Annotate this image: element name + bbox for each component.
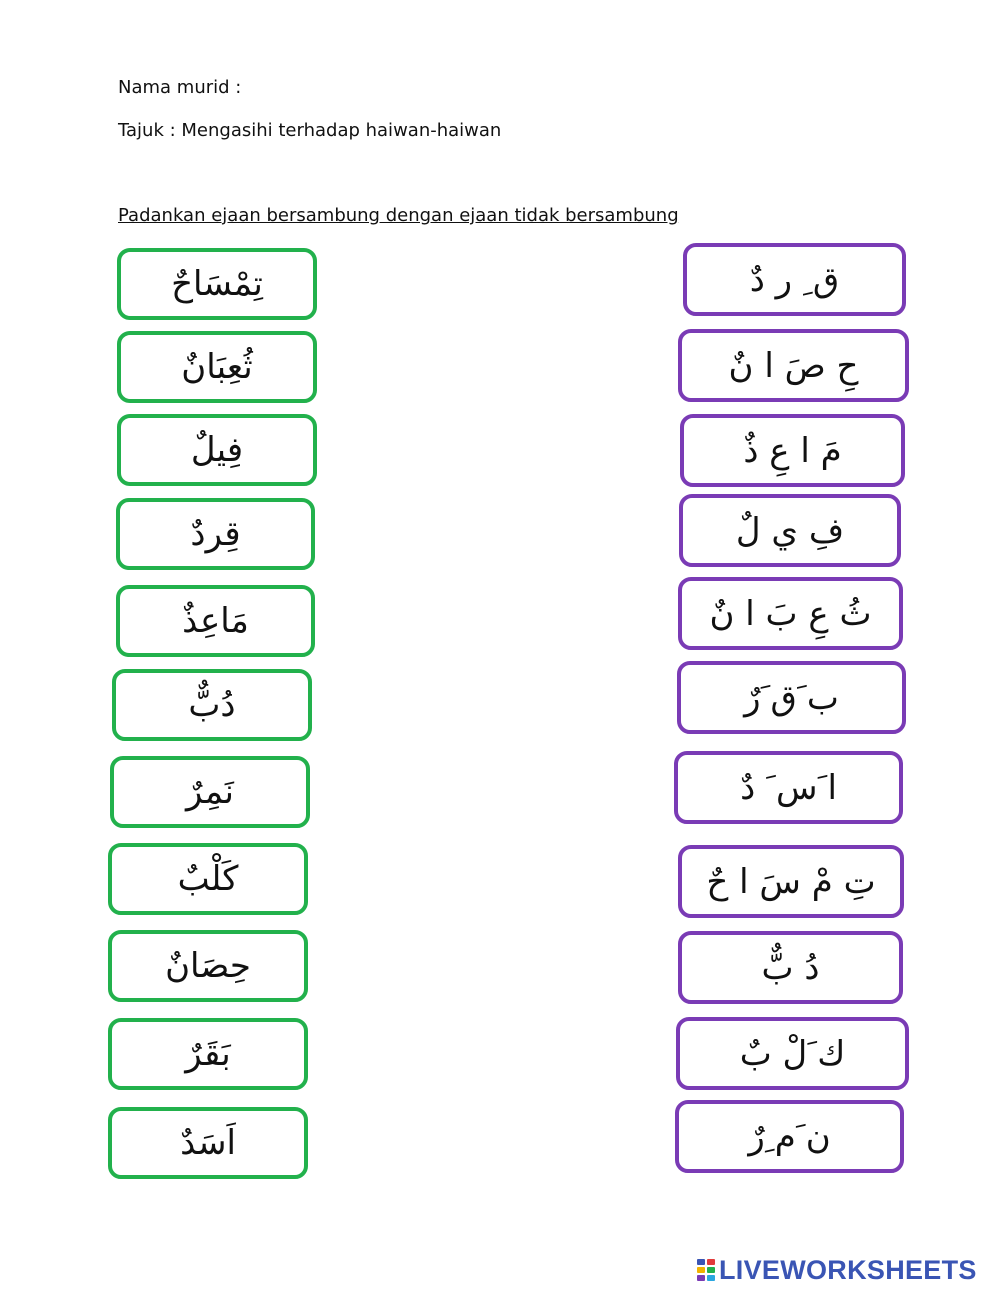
- separated-word-card[interactable]: [683, 243, 906, 316]
- connected-word-card[interactable]: [117, 248, 317, 320]
- connected-word: قِردٌ: [190, 514, 241, 554]
- connected-word: فِيلٌ: [190, 430, 244, 470]
- separated-word: دُ بٌّ: [761, 947, 820, 988]
- connected-word: بَقَرٌ: [185, 1034, 231, 1074]
- connected-word-card[interactable]: [117, 414, 317, 486]
- connected-word: دُبٌّ: [188, 685, 236, 725]
- separated-word-card[interactable]: [675, 1100, 904, 1173]
- connected-word: حِصَانٌ: [165, 946, 251, 986]
- connected-word: كَلْبٌ: [177, 859, 239, 899]
- connected-word-card[interactable]: [112, 669, 312, 741]
- separated-word: ك َلْ بٌ: [739, 1033, 846, 1074]
- separated-word-card[interactable]: [678, 845, 904, 918]
- separated-word: ب َق َرٌ: [744, 677, 839, 718]
- separated-word: تِ مْ سَ ا حٌ: [706, 861, 876, 902]
- separated-word: مَ ا عِ ذٌ: [743, 430, 842, 471]
- topic-label: Tajuk : Mengasihi terhadap haiwan-haiwan: [118, 120, 502, 141]
- connected-word-card[interactable]: [116, 498, 315, 570]
- separated-word: ثُ عِ بَ ا نٌ: [709, 593, 872, 634]
- separated-word: ن َم ِرٌ: [748, 1116, 831, 1157]
- separated-word-card[interactable]: [679, 494, 901, 567]
- separated-word-card[interactable]: [680, 414, 905, 487]
- separated-word: فِ ي لٌ: [735, 510, 845, 551]
- connected-word-card[interactable]: [117, 331, 317, 403]
- separated-word-card[interactable]: [676, 1017, 909, 1090]
- separated-word-card[interactable]: [674, 751, 903, 824]
- name-label: Nama murid :: [118, 77, 242, 98]
- connected-word-card[interactable]: [108, 1018, 308, 1090]
- connected-word: مَاعِذٌ: [182, 601, 249, 641]
- liveworksheets-logo-icon: [697, 1259, 715, 1281]
- instruction: Padankan ejaan bersambung dengan ejaan tidak bersambung: [118, 205, 679, 226]
- separated-word-card[interactable]: [678, 329, 909, 402]
- connected-word-card[interactable]: [108, 1107, 308, 1179]
- connected-word-card[interactable]: [110, 756, 310, 828]
- connected-word-card[interactable]: [116, 585, 315, 657]
- connected-word: نَمِرٌ: [186, 772, 234, 812]
- separated-word-card[interactable]: [678, 577, 903, 650]
- connected-word-card[interactable]: [108, 930, 308, 1002]
- connected-word: اَسَدٌ: [180, 1123, 236, 1163]
- separated-word: ا َس َ دٌ: [740, 767, 837, 808]
- separated-word: ق ِ ر دٌ: [749, 259, 840, 300]
- separated-word: حِ صَ ا نٌ: [728, 345, 859, 386]
- connected-word-card[interactable]: [108, 843, 308, 915]
- liveworksheets-logo: [697, 1255, 977, 1285]
- separated-word-card[interactable]: [678, 931, 903, 1004]
- logo-text: LIVEWORKSHEETS: [719, 1254, 977, 1285]
- separated-word-card[interactable]: [677, 661, 906, 734]
- connected-word: ثُعِبَانٌ: [181, 347, 253, 387]
- connected-word: تِمْسَاحٌ: [171, 264, 263, 304]
